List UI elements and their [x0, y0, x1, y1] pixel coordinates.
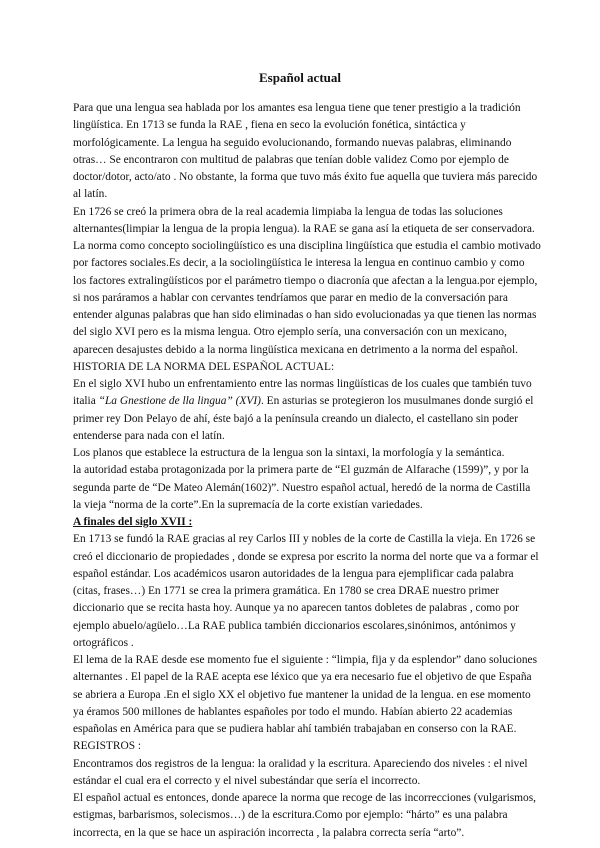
text-line: doctor/dotor, acto/ato . No obstante, la forma que tuvo más éxito fue aquella que tuviera más parecido: [73, 171, 538, 183]
text-line: La norma como concepto sociolingüístico es una disciplina lingüística que estudia el cambio motivado: [73, 240, 541, 252]
text-line: En el siglo XVI hubo un enfrentamiento entre las normas lingüísticas de los cuales que también tuvo: [73, 378, 532, 390]
text-line: los factores extralingüísticos por el parámetro tiempo o diacronía que afectan a la lengua.por ejemplo,: [73, 274, 538, 287]
text-line: la autoridad estaba protagonizada por la primera parte de “El guzmán de Alfarache (1599)”, y por la: [73, 464, 529, 477]
text-line: si nos paráramos a hablar con cervantes tendríamos que parar en medio de la conversación para: [73, 291, 508, 304]
text-line: Los planos que establece la estructura de la lengua son la sintaxi, la morfología y la semántica.: [73, 447, 505, 459]
text-line: al latín.: [73, 188, 108, 201]
text-line: ejemplo abuelo/agüelo…La RAE publica también diccionarios escolares,sinónimos, antónimos y: [73, 619, 516, 632]
text-line: En 1726 se creó la primera obra de la real academia limpiaba la lengua de todas las soluciones: [73, 205, 503, 218]
text-line: ortográficos .: [73, 636, 134, 649]
text-line: español estándar. Los académicos usaron autoridades de la lengua para ejemplificar cada palabra: [73, 567, 514, 580]
text-line: lingüística. En 1713 se funda la RAE , fiena en seco la evolución fonética, sintáctica y: [73, 119, 466, 132]
text-line: En 1713 se fundó la RAE gracias al rey Carlos III y nobles de la corte de Castilla la vieja. En 1726 se: [73, 533, 536, 546]
text-line: alternantes . El papel de la RAE acepta ese léxico que ya era necesario fue el objetivo de que España: [73, 671, 532, 684]
text-line: la vieja “norma de la corte”.En la supremacía de la corte existían variedades.: [73, 498, 423, 511]
text-line: morfológicamente. La lengua ha seguido evolucionando, formando nuevas palabras, eliminando: [73, 136, 512, 149]
text-line: del siglo XVI pero es la misma lengua. Otro ejemplo sería, una conversación con un mexicano,: [73, 326, 507, 339]
text-line: ya éramos 500 millones de hablantes españoles por todo el mundo. Habían abierto 22 academias: [73, 705, 513, 718]
text-line-with-citation: [73, 393, 533, 410]
text-line: Para que una lengua sea hablada por los amantes esa lengua tiene que tener prestigio a la tradición: [73, 102, 521, 114]
text-line: por factores sociales.Es decir, a la sociolingüística le interesa la lengua en continuo cambio y como: [73, 257, 525, 270]
text-line: (citas, frases…) En 1771 se crea la primera gramática. En 1780 se crea DRAE nuestro primer: [73, 585, 500, 597]
text-line: entender algunas palabras que han sido eliminadas o han sido evolucionadas ya que tienen las normas: [73, 309, 537, 321]
text-line: creó el diccionario de propiedades , donde se expresa por escrito la norma del norte que va a formar el: [73, 550, 539, 563]
document-title: Español actual: [259, 70, 341, 85]
section-heading-registros: REGISTROS :: [73, 740, 142, 753]
text-fragment: . En asturias se protegieron los musulmanes donde surgió el: [260, 395, 534, 408]
text-line: otras… Se encontraron con multitud de palabras que tenían doble validez Como por ejemplo de: [73, 153, 509, 166]
text-line: Encontramos dos registros de la lengua: la oralidad y la escritura. Apareciendo dos niveles : el nivel: [73, 757, 528, 770]
text-line: estigmas, barbarismos, solecismos…) de la escritura.Como por ejemplo: “hárto” es una palabra: [73, 809, 508, 822]
italic-citation: “La Gnestione de lla lingua” (XVI): [98, 395, 261, 408]
text-line: alternantes(limpiar la lengua de la propia lengua). la RAE se gana así la etiqueta de ser conservadora.: [73, 222, 535, 235]
text-line: españolas en América para que se pudiera hablar ahí también trabajaban en conserso con la RAE.: [73, 723, 517, 735]
text-line: estándar el cual era el correcto y el nivel subestándar que sería el incorrecto.: [73, 774, 421, 787]
text-line: primer rey Don Pelayo de ahí, éste bajó a la península creando un dialecto, el castellano sin poder: [73, 412, 519, 425]
section-heading-historia: HISTORIA DE LA NORMA DEL ESPAÑOL ACTUAL:: [73, 360, 335, 373]
text-fragment: italia: [73, 395, 99, 408]
text-line: El español actual es entonces, donde aparece la norma que recoge de las incorrecciones (vulgarismos,: [73, 792, 537, 804]
text-line: aparecen desajustes debido a la norma lingüística mexicana en detrimento a la norma del español.: [73, 343, 519, 356]
text-line: segunda parte de “De Mateo Alemán(1602)”. Nuestro español actual, heredó de la norma de Castilla: [73, 481, 531, 494]
document-body: [73, 100, 541, 842]
section-heading-finales-siglo-xvii: A finales del siglo XVII :: [73, 516, 193, 528]
text-line: se abriera a Europa .En el siglo XX el objetivo fue mantener la unidad de la lengua. en ese momento: [73, 688, 531, 701]
text-line: El lema de la RAE desde ese momento fue el siguiente : “limpia, fija y da esplendor” dano soluciones: [73, 654, 538, 666]
text-line: entenderse para nada con el latín.: [73, 429, 225, 442]
text-line: diccionario que se recita hasta hoy. Aunque ya no aparecen tantos dobletes de palabras , como por: [73, 602, 519, 615]
text-line: incorrecta, en la que se hace un aspiración incorrecta , la palabra correcta sería “arto”.: [73, 826, 465, 839]
